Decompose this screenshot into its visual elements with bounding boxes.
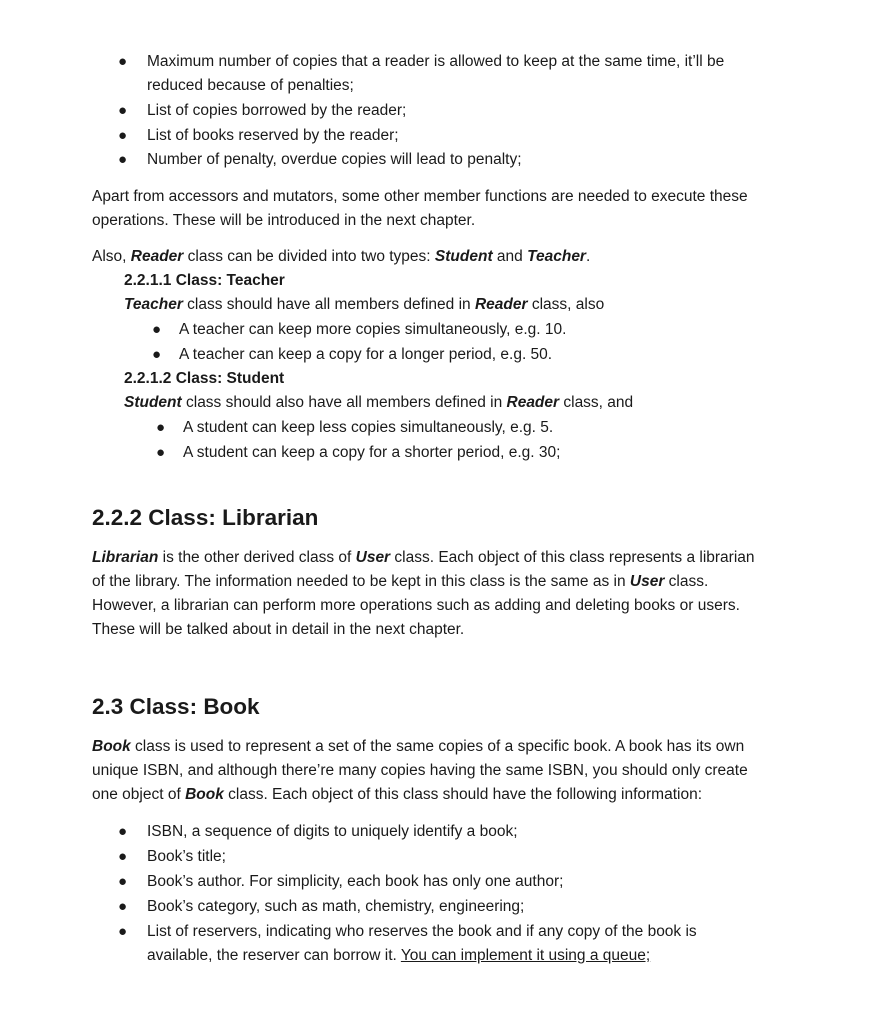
bullet-icon: ● <box>118 923 128 940</box>
list-item-text: ISBN, a sequence of digits to uniquely identify a book; <box>147 823 518 840</box>
list-item-text: A teacher can keep more copies simultaneously, e.g. 10. <box>179 321 567 338</box>
bullet-icon: ● <box>118 823 128 840</box>
list-item-text: Maximum number of copies that a reader is allowed to keep at the same time, it’ll be <box>147 53 725 70</box>
bullet-icon: ● <box>152 321 162 338</box>
paragraph-line: Student class should also have all members defined in Reader class, and <box>124 394 634 411</box>
subsection-heading-teacher: 2.2.1.1 Class: Teacher <box>124 272 285 289</box>
list-item-text: List of copies borrowed by the reader; <box>147 102 407 119</box>
section-heading-book: 2.3 Class: Book <box>92 694 260 719</box>
list-item-text: A student can keep less copies simultaneously, e.g. 5. <box>183 419 554 436</box>
paragraph-line: of the library. The information needed to be kept in this class is the same as in User class. <box>92 573 709 590</box>
paragraph-line: Book class is used to represent a set of the same copies of a specific book. A book has its own <box>92 738 745 755</box>
list-item-text: List of books reserved by the reader; <box>147 127 399 144</box>
paragraph-line: However, a librarian can perform more operations such as adding and deleting books or users. <box>92 597 740 614</box>
paragraph-line: Also, Reader class can be divided into two types: Student and Teacher. <box>92 248 591 265</box>
underlined-note: You can implement it using a queue; <box>400 947 651 964</box>
paragraph-line: one object of Book class. Each object of this class should have the following information: <box>92 786 702 803</box>
section-heading-librarian: 2.2.2 Class: Librarian <box>92 505 319 530</box>
list-item-text: A teacher can keep a copy for a longer period, e.g. 50. <box>179 346 553 363</box>
paragraph-line: Apart from accessors and mutators, some other member functions are needed to execute these <box>92 188 748 205</box>
list-item-text: reduced because of penalties; <box>147 77 354 94</box>
paragraph-line: unique ISBN, and although there’re many copies having the same ISBN, you should only create <box>92 762 748 779</box>
bullet-icon: ● <box>118 151 128 168</box>
bullet-icon: ● <box>156 419 166 436</box>
paragraph-line: Librarian is the other derived class of User class. Each object of this class represents a librarian <box>92 549 755 566</box>
bullet-icon: ● <box>118 873 128 890</box>
bullet-icon: ● <box>118 127 128 144</box>
bullet-icon: ● <box>118 102 128 119</box>
list-item-text: Number of penalty, overdue copies will lead to penalty; <box>147 151 522 168</box>
list-item-text: Book’s title; <box>147 848 226 865</box>
list-item-text: Book’s category, such as math, chemistry, engineering; <box>147 898 525 915</box>
bullet-icon: ● <box>118 848 128 865</box>
paragraph-line: These will be talked about in detail in the next chapter. <box>92 621 465 638</box>
list-item-text: Book’s author. For simplicity, each book has only one author; <box>147 873 564 890</box>
subsection-heading-student: 2.2.1.2 Class: Student <box>124 370 285 387</box>
paragraph-line: Teacher class should have all members defined in Reader class, also <box>124 296 605 313</box>
list-item-text: available, the reserver can borrow it. You can implement it using a queue; <box>147 947 651 964</box>
bullet-icon: ● <box>118 53 128 70</box>
paragraph-line: operations. These will be introduced in the next chapter. <box>92 212 476 229</box>
bullet-icon: ● <box>156 444 166 461</box>
bullet-icon: ● <box>118 898 128 915</box>
bullet-icon: ● <box>152 346 162 363</box>
list-item-text: A student can keep a copy for a shorter period, e.g. 30; <box>183 444 561 461</box>
list-item-text: List of reservers, indicating who reserves the book and if any copy of the book is <box>147 923 697 940</box>
